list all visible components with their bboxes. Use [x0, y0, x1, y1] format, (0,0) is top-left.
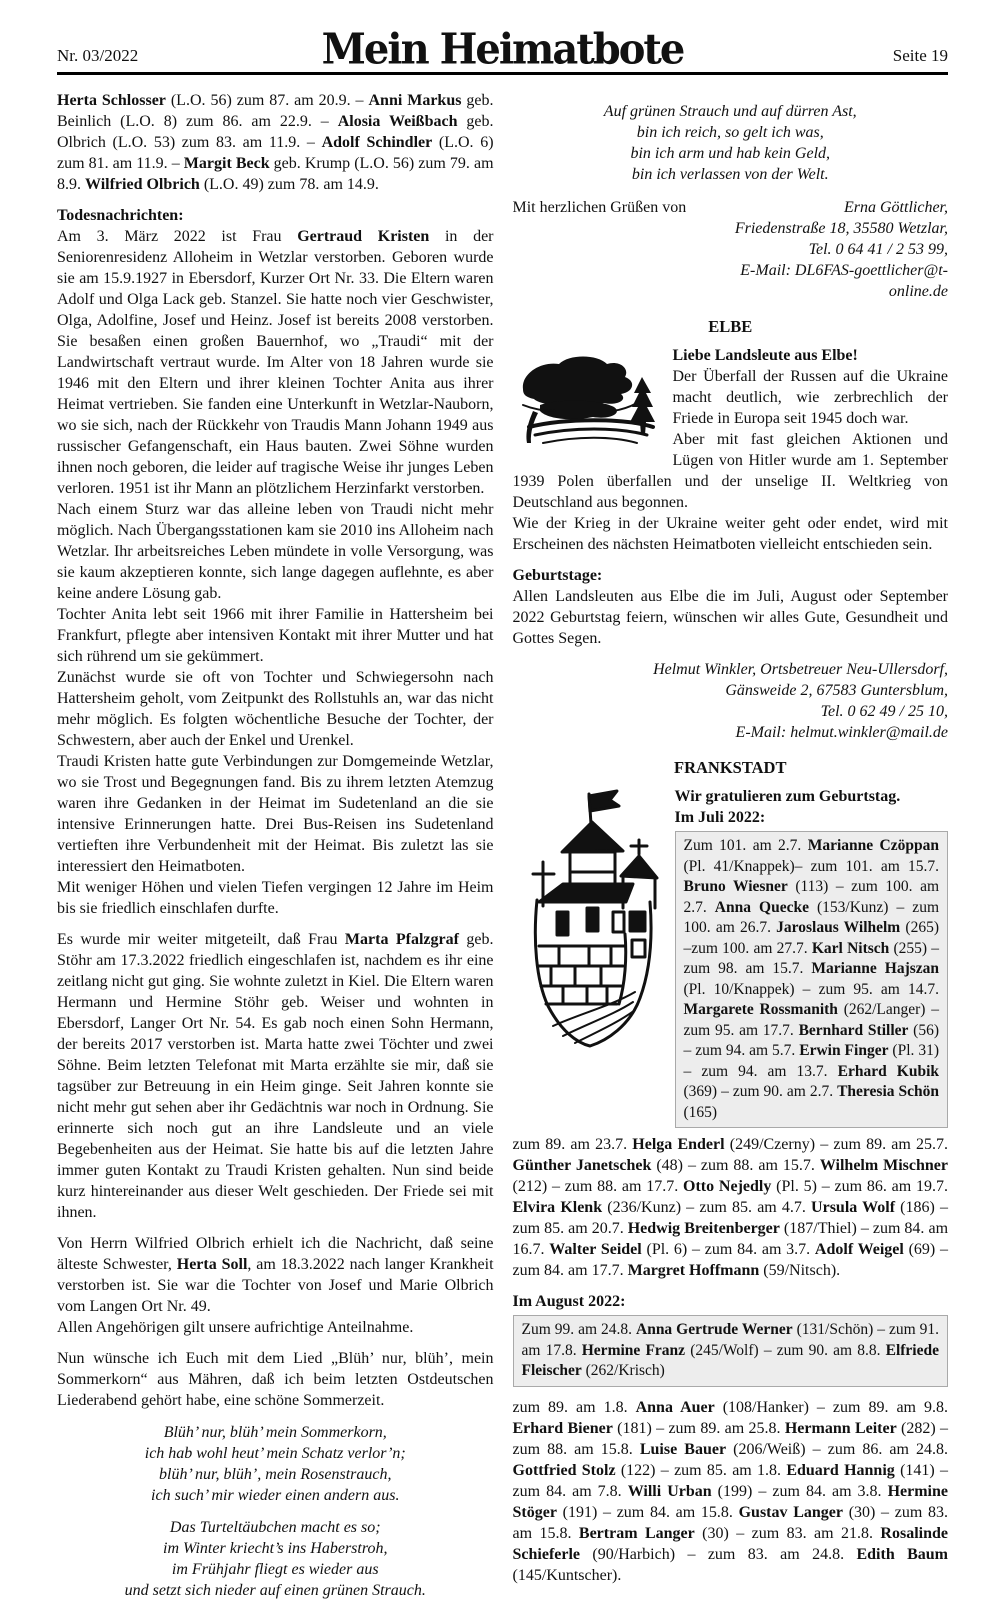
elbe-salutation: Liebe Landsleute aus Elbe! [672, 347, 858, 364]
juli-birthday-list: zum 89. am 23.7. Helga Enderl (249/Czerny) – zum 89. am 25.7. Günther Janetschek (48) – zum 88. am 15.7. Wilhelm Mischner (212) – zum 88. am 17.7. Otto Nejedly (Pl. 5) – zum 86. am 19.7. Elvira Klenk (236/Kunz) – zum 85. am 4.7. Ursula Wolf (186) – zum 85. am 20.7. Hedwig Breitenberger (187/Thiel) – zum 84. am 16.7. Walter Seidel (Pl. 6) – zum 84. am 3.7. Adolf Weigel (69) – zum 84. am 17.7. Margret Hoffmann (59/Nitsch). [512, 1136, 949, 1279]
august-90plus-box: Zum 99. am 24.8. Anna Gertrude Werner (131/Schön) – zum 91. am 17.8. Hermine Franz (245/Wolf) – zum 90. am 8.8. Elfriede Fleischer (262/Krisch) [513, 1315, 949, 1387]
goettlicher-signoff [513, 197, 949, 302]
elbe-geburtstage-paragraph: Allen Landsleuten aus Elbe die im Juli, August oder September 2022 Geburtstag feiern, wünschen wir alles Gute, Gesundheit und Gottes Segen. [512, 588, 948, 647]
obituary-kristen-besuche: Zunächst wurde sie oft von Tochter und Schwiegersohn nach Hattersheim geholt, vom Zeitpunkt des Rollstuhls an, war das nicht mehr möglich. Es folgten wöchentliche Besuche der Tochter, der Schwestern, aber auch der Enkel und Urenkel. [57, 669, 494, 749]
sommerkorn-poem-stanza-2: Das Turteltäubchen macht es so; im Winter kriecht’s ins Haberstroh, im Frühjahr fliegt es wieder aus und setzt sich nieder auf einen grünen Strauch. [124, 1519, 426, 1599]
left-column [57, 90, 494, 1601]
elbe-ukraine-paragraph: Der Überfall der Russen auf die Ukraine macht deutlich, wie zerbrechlich der Friede in Europa seit 1945 doch war. [672, 368, 948, 427]
signoff-address: Erna Göttlicher, Friedenstraße 18, 35580 Wetzlar, Tel. 0 64 41 / 2 53 99, E-Mail: DL6FAS-goettlicher@t-online.de [734, 199, 948, 300]
obituary-kristen-tochter: Tochter Anita lebt seit 1966 mit ihrer Familie in Hattersheim bei Frankfurt, pflegte aber intensiven Kontakt mit ihrer Mutter und hat sich rührend um sie gekümmert. [57, 606, 494, 665]
juli-100plus-box: Zum 101. am 2.7. Marianne Czöppan (Pl. 41/Knappek)– zum 101. am 15.7. Bruno Wiesner (113) – zum 100. am 2.7. Anna Quecke (153/Kunz) – zum 100. am 26.7. Jaroslaus Wilhelm (265) –zum 100. am 27.7. Karl Nitsch (255) – zum 98. am 15.7. Marianne Hajszan (Pl. 10/Knappek) – zum 95. am 14.7. Margarete Rossmanith (262/Langer) – zum 95. am 17.7. Bernhard Stiller (56) – zum 94. am 5.7. Erwin Finger (Pl. 31) – zum 94. am 13.7. Erhard Kubik (369) – zum 90. am 2.7. Theresia Schön (165) [675, 831, 949, 1128]
winkler-signoff: Helmut Winkler, Ortsbetreuer Neu-Ullersdorf, Gänsweide 2, 67583 Guntersblum, Tel. 0 62 49 / 25 10, E-Mail: helmut.winkler@mail.de [653, 661, 948, 741]
obituary-herta-soll: Von Herrn Wilfried Olbrich erhielt ich die Nachricht, daß seine älteste Schwester, Herta Soll, am 18.3.2022 nach langer Krankheit verstorben ist. Sie war die Tochter von Josef und Marie Olbrich vom Langen Ort Nr. 49. [57, 1235, 494, 1315]
obituary-gertraud-kristen: Am 3. März 2022 ist Frau Gertraud Kristen in der Seniorenresidenz Alloheim in Wetzlar verstorben. Geboren wurde sie am 15.9.1927 in Ebersdorf, Kurzer Ort Nr. 33. Die Eltern waren Adolf und Olga Lack geb. Stanzel. Sie hatte noch vier Geschwister, Olga, Adolfine, Josef und Heinz. Josef ist bereits 2008 verstorben. Sie besaßen einen großen Bauernhof, wo „Traudi“ mit der Landwirtschaft vertraut wurde. Im Alter von 18 Jahren wurde sie 1946 mit den Eltern und ihrer kleinen Tochter Anita aus ihrer Heimat vertrieben. Sie fanden eine Unterkunft in Wetzlar-Nauborn, wo sie sich, nach der Rückkehr von Traudis Mann Johann 1949 aus russischer Gefangenschaft, ein Haus bauten. Zwei Söhne wurden ihnen noch geboren, die leider auf tragische Weise ihr junges Leben verloren. 1951 ist ihr Mann an plötzlichem Herzinfarkt verstorben. [57, 228, 494, 497]
frankstadt-heading: FRANKSTADT [674, 758, 787, 777]
sommerkorn-poem-stanza-1: Blüh’ nur, blüh’ mein Sommerkorn, ich hab wohl heut’ mein Schatz verlor’n; blüh’ nur, blüh’, mein Rosenstrauch, ich such’ mir wieder einen andern aus. [144, 1424, 406, 1504]
page-number: Seite 19 [892, 46, 948, 65]
issue-number: Nr. 03/2022 [57, 46, 139, 65]
september-birthday-list: Herta Schlosser (L.O. 56) zum 87. am 20.9. – Anni Markus geb. Beinlich (L.O. 8) zum 86. am 22.9. – Alosia Weißbach geb. Olbrich (L.O. 53) zum 83. am 11.9. – Adolf Schindler (L.O. 6) zum 81. am 11.9. – Margit Beck geb. Krump (L.O. 56) zum 79. am 8.9. Wilfried Olbrich (L.O. 49) zum 78. am 14.9. [57, 92, 494, 193]
juli-2022-heading: Im Juli 2022: [674, 809, 766, 826]
obituary-marta-pfalzgraf: Es wurde mir weiter mitgeteilt, daß Frau Marta Pfalzgraf geb. Stöhr am 17.3.2022 friedlich eingeschlafen ist, nachdem es ihr eine zeitlang nicht gut ging. Sie wohnte zuletzt in Kiel. Die Eltern waren Hermann und Hermine Stöhr geb. Weiser und wohnten in Ebersdorf, Langer Ort Nr. 54. Es gab noch einen Sohn Hermann, der bereits 2017 verstorben ist. Marta hatte zwei Töchter und zwei Söhne. Beim letzten Telefonat mit Marta erzählte sie mir, daß sie tagsüber zur Betreuung in ein Heim ginge. Seit Jahren konnte sie nicht mehr gut sehen aber ihr Gedächtnis war noch in Ordnung. Sie erinnerte sich noch gut an ihre Landsleute und an viele Begebenheiten aus der Heimat. Sie hatte bis auf die letzten Jahre immer guten Kontakt zu Traudi Kristen gehalten. Nun sind beide kurz hintereinander aus dieser Welt geschieden. Der Friede sei mit ihnen. [57, 931, 494, 1221]
elbe-hitler-paragraph: Aber mit fast gleichen Aktionen und Lügen von Hitler wurde am 1. September 1939 Polen überfallen und der unselige II. Weltkrieg von Deutschland aus begonnen. [512, 431, 948, 511]
frankstadt-crest-sketch [513, 788, 665, 1054]
frankstadt-gratulation-line: Wir gratulieren zum Geburtstag. [674, 788, 901, 805]
august-2022-heading: Im August 2022: [512, 1293, 626, 1310]
obituary-kristen-heimat: Traudi Kristen hatte gute Verbindungen zur Domgemeinde Wetzlar, wo sie Trost und Begegnungen fand. Bis zu ihrem letzten Atemzug waren ihre Gedanken in der Heimat im Sudetenland an die sie intensive Erinnerungen hatte. Drei Bus-Reisen ins Sudetenland vertieften ihre Verbundenheit mit der Heimat. Bis zuletzt las sie interessiert den Heimatboten. [57, 753, 494, 875]
page-header [57, 0, 948, 75]
two-column-body [0, 75, 1000, 1601]
signoff-label: Mit herzlichen Grüßen von [512, 199, 687, 216]
elbe-rocks-drawing [513, 347, 663, 459]
masthead-title: Mein Heimatbote [321, 24, 684, 75]
frankstadt-crest-drawing [513, 788, 665, 1054]
strauch-poem-stanza-3: Auf grünen Strauch und auf dürren Ast, bin ich reich, so gelt ich was, bin ich arm und hab kein Geld, bin ich verlassen von der Welt. [603, 103, 857, 183]
geburtstage-heading: Geburtstage: [512, 567, 603, 584]
obituary-kristen-sturz: Nach einem Sturz war das alleine leben von Traudi nicht mehr möglich. Nach Übergangsstationen kam sie 2010 ins Alloheim nach Wetzlar. Ihr arbeitsreiches Leben mündete in volle Versorgung, was sie kaum akzeptieren konnte, sich lange dagegen auflehnte, es aber keine andere Lösung gab. [57, 501, 494, 602]
right-column [513, 90, 949, 1601]
elbe-heading: ELBE [708, 317, 753, 336]
august-birthday-list: zum 89. am 1.8. Anna Auer (108/Hanker) – zum 89. am 9.8. Erhard Biener (181) – zum 89. am 25.8. Hermann Leiter (282) – zum 88. am 15.8. Luise Bauer (206/Weiß) – zum 86. am 24.8. Gottfried Stolz (122) – zum 85. am 1.8. Eduard Hannig (141) – zum 84. am 7.8. Willi Urban (199) – zum 84. am 3.8. Hermine Stöger (191) – zum 84. am 15.8. Gustav Langer (30) – zum 83. am 15.8. Bertram Langer (30) – zum 83. am 21.8. Rosalinde Schieferle (90/Harbich) – zum 83. am 24.8. Edith Baum (145/Kuntscher). [512, 1398, 949, 1584]
lied-intro: Nun wünsche ich Euch mit dem Lied „Blüh’ nur, blüh’, mein Sommerkorn“ aus Mähren, daß ich beim letzten Ostdeutschen Liederabend gehört habe, eine schöne Sommerzeit. [57, 1350, 494, 1409]
todesnachrichten-heading: Todesnachrichten: [57, 207, 184, 224]
elbe-krieg-paragraph: Wie der Krieg in der Ukraine weiter geht oder endet, wird mit Erscheinen des nächsten Heimatboten vielleicht entschieden sein. [512, 515, 948, 553]
obituary-kristen-schluss: Mit weniger Höhen und vielen Tiefen vergingen 12 Jahre im Heim bis sie friedlich einschlafen durfte. [57, 879, 494, 917]
anteilnahme-line: Allen Angehörigen gilt unsere aufrichtige Anteilnahme. [57, 1319, 414, 1336]
elbe-landscape-sketch [513, 347, 663, 459]
